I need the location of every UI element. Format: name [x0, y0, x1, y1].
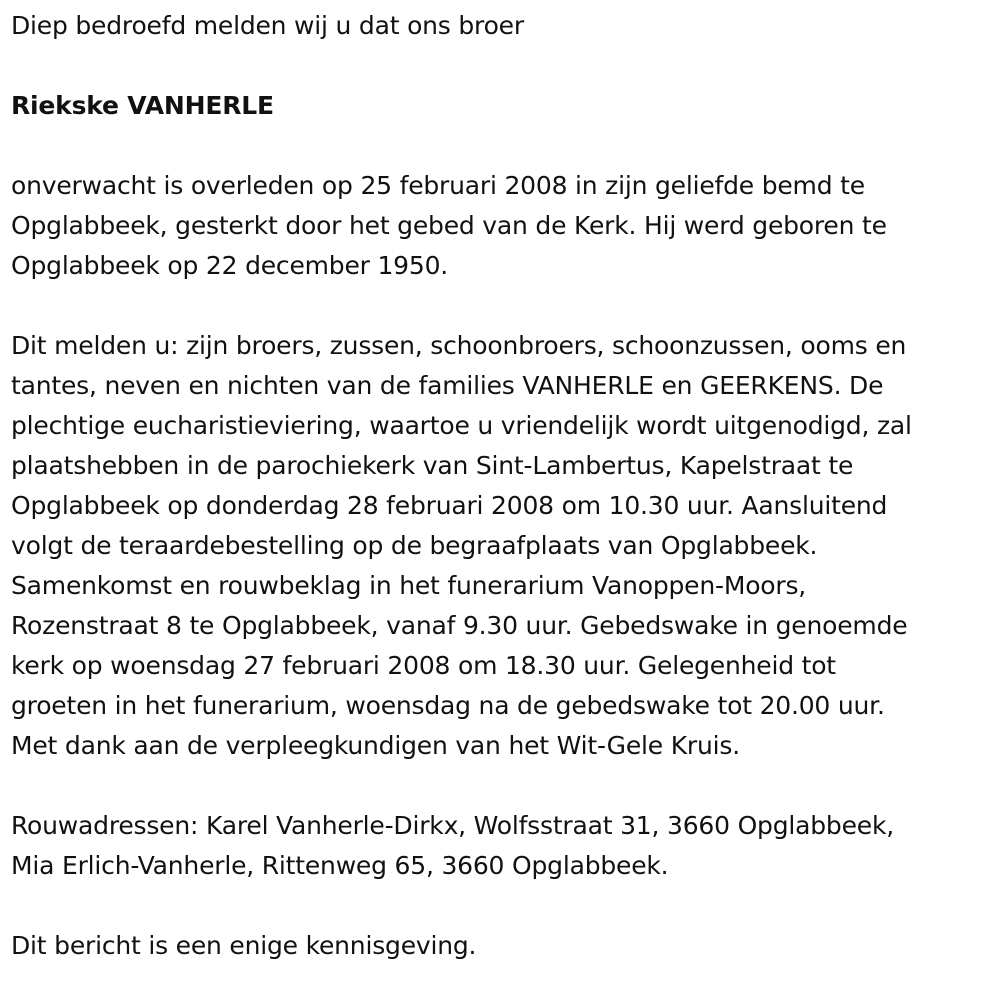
intro-text: Diep bedroefd melden wij u dat ons broer	[11, 11, 524, 40]
mourning-addresses: Rouwadressen: Karel Vanherle-Dirkx, Wolfsstraat 31, 3660 Opglabbeek, Mia Erlich-Vanherle, Rittenweg 65, 3660 Opglabbeek.	[11, 811, 894, 880]
funeral-details-paragraph: Dit melden u: zijn broers, zussen, schoonbroers, schoonzussen, ooms en tantes, neven en nichten van de families VANHERLE en GEERKENS. De plechtige eucharistieviering, waartoe u vriendelijk wordt uitgenodigd, zal plaatshebben in de parochiekerk van Sint-Lambertus, Kapelstraat te Opglabbeek op donderdag 28 februari 2008 om 10.30 uur. Aansluitend volgt de teraardebestelling op de begraafplaats van Opglabbeek. Samenkomst en rouwbeklag in het funerarium Vanoppen-Moors, Rozenstraat 8 te Opglabbeek, vanaf 9.30 uur. Gebedswake in genoemde kerk op woensdag 27 februari 2008 om 18.30 uur. Gelegenheid tot groeten in het funerarium, woensdag na de gebedswake tot 20.00 uur. Met dank aan de verpleegkundigen van het Wit-Gele Kruis.	[11, 331, 912, 760]
death-paragraph: onverwacht is overleden op 25 februari 2008 in zijn geliefde bemd te Opglabbeek, gesterkt door het gebed van de Kerk. Hij werd geboren te Opglabbeek op 22 december 1950.	[11, 171, 887, 280]
obituary-notice	[11, 6, 991, 966]
closing-text: Dit bericht is een enige kennisgeving.	[11, 931, 477, 960]
deceased-name: Riekske VANHERLE	[11, 91, 274, 120]
